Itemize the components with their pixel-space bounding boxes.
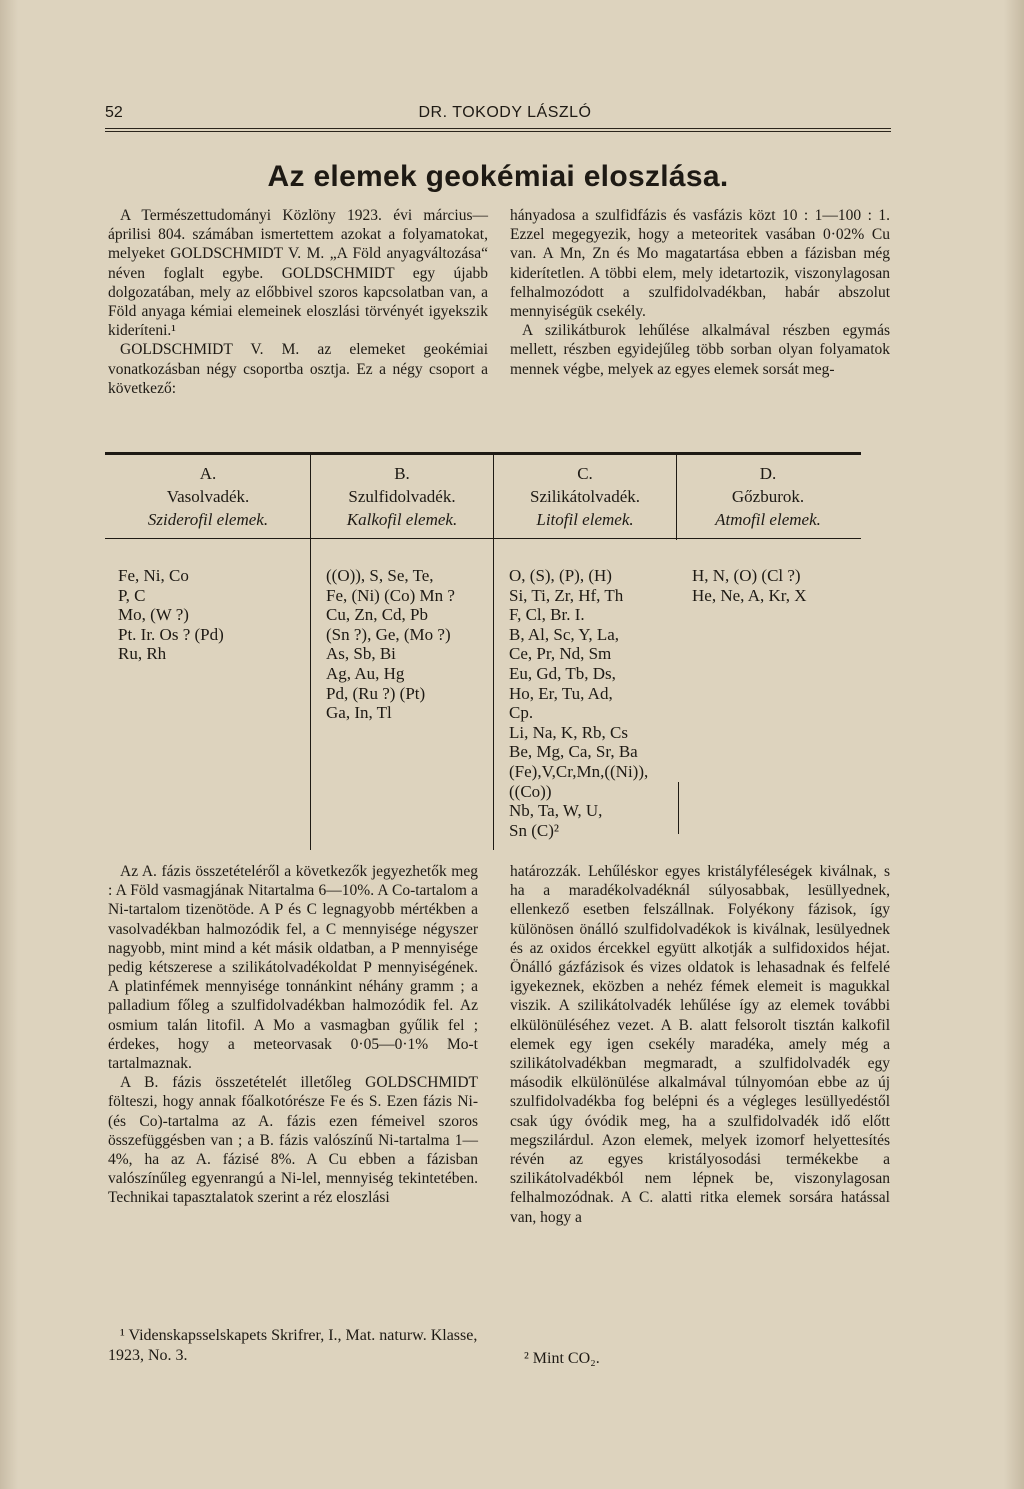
table-head-a [108, 462, 308, 531]
column-name: Gőzburok. [731, 487, 805, 506]
column-letter: C. [577, 464, 593, 483]
column-subtitle: Sziderofil elemek. [147, 510, 269, 529]
element-line: Si, Ti, Zr, Hf, Th [509, 585, 624, 605]
paragraph: Az A. fázis összetételéről a következők jegyezhetők meg : A Föld vasmagjának Nitartalma 6—10%. A Co-tartalom a Ni-tartalom tizenötöde. A P és C legnagyobb mértékben a vasolvadékban halmozódik fel, a C mennyisége négyszer nagyobb, mint mind a két másik oldatban, a P mennyisége pedig kétszerese a szilikátolvadékoldat P mennyiségének. A platinfémek mennyisége tonnánkint néhány gramm ; a palladium főleg a szulfidolvadékban halmozódik fel. Az osmium talán litofil. A Mo a vasmagban gyűlik fel ; érdekes, hogy a meteorvasak 0·05—0·1% Mo-t tartalmaznak. [108, 863, 478, 1073]
element-line: Pd, (Ru ?) (Pt) [326, 683, 426, 703]
element-line: O, (S), (P), (H) [509, 566, 612, 585]
element-line: Li, Na, K, Rb, Cs [509, 722, 628, 742]
column-subtitle: Litofil elemek. [536, 510, 634, 529]
element-line: (Fe),V,Cr,Mn,((Ni)), [509, 761, 649, 781]
element-line: ((Co)) [509, 781, 552, 801]
element-line: P, C [118, 585, 146, 605]
element-line: ((O)), S, Se, Te, [326, 566, 434, 585]
paragraph: hányadosa a szulfidfázis és vasfázis közt 10 : 1—100 : 1. Ezzel megegyezik, hogy a meteoritek vasában 0·02% Cu van. A Mn, Zn és Mo magatartása ebben a fázisban még kiderítetlen. A többi elem, mely idetartozik, viszonylagosan felhalmozódott a szulfidolvadékban, habár abszolut mennyiségük csekély. [510, 207, 890, 321]
article-title: Az elemek geokémiai eloszlása. [267, 160, 729, 193]
intro-right-column [510, 206, 890, 379]
element-line: Fe, Ni, Co [118, 566, 189, 585]
column-divider [678, 782, 679, 834]
table-head-b [312, 462, 492, 531]
intro-left-column [108, 206, 488, 398]
element-line: Fe, (Ni) (Co) Mn ? [326, 585, 455, 605]
page-number: 52 [105, 104, 123, 121]
column-subtitle: Kalkofil elemek. [346, 510, 458, 529]
paragraph: GOLDSCHMIDT V. M. az elemeket geokémiai vonatkozásban négy csoportba osztja. Ez a négy csoport a következő: [108, 341, 488, 397]
column-name: Szulfidolvadék. [348, 487, 456, 506]
column-subtitle: Atmofil elemek. [715, 510, 821, 529]
paragraph: A B. fázis összetételét illetőleg GOLDSCHMIDT fölteszi, hogy annak főalkotórésze Fe és S. Ezen fázis Ni- (és Co)-tartalma az A. fázis ezen fémeivel szoros összefüggésben van ; a B. fázis valószínű Ni-tartalma 1—4%, ha az A. fázisé 8%. A Cu ebben a fázisban valószínűleg egyenrangú a Ni-lel, mennyiség tekintetében. Technikai tapasztalatok szerint a réz eloszlási [108, 1074, 478, 1207]
element-line: Mo, (W ?) [118, 605, 189, 625]
column-letter: A. [199, 464, 217, 483]
element-line: Be, Mg, Ca, Sr, Ba [509, 742, 638, 762]
element-line: Ho, Er, Tu, Ad, [509, 683, 613, 703]
element-line: Cp. [509, 703, 534, 723]
header-rule-double [105, 131, 891, 132]
column-divider [310, 455, 311, 850]
table-head-c [495, 462, 675, 531]
element-line: Cu, Zn, Cd, Pb [326, 605, 429, 625]
element-line: Nb, Ta, W, U, [509, 801, 603, 821]
table-cell-b [326, 566, 455, 723]
table-head-d [678, 462, 858, 531]
element-line: Ag, Au, Hg [326, 663, 405, 683]
element-line: H, N, (O) (Cl ?) [692, 566, 801, 585]
footnote-2: ² Mint CO₂. [524, 1350, 600, 1367]
table-top-rule [105, 452, 861, 455]
table-header-rule [105, 538, 861, 539]
column-divider [493, 455, 494, 850]
running-title: DR. TOKODY LÁSZLÓ [418, 104, 592, 121]
column-name: Szilikátolvadék. [529, 487, 640, 506]
table-cell-d [692, 566, 807, 605]
element-line: Ga, In, Tl [326, 703, 392, 723]
column-letter: B. [394, 464, 410, 483]
running-header [105, 104, 891, 130]
element-line: Eu, Gd, Tb, Ds, [509, 663, 616, 683]
element-line: F, Cl, Br. I. [509, 605, 585, 625]
element-line: Ru, Rh [118, 644, 167, 664]
element-line: (Sn ?), Ge, (Mo ?) [326, 624, 451, 644]
column-name: Vasolvadék. [166, 487, 250, 506]
paragraph: határozzák. Lehűléskor egyes kristályféleségek kiválnak, s ha a maradékolvadéknál súlyosabbak, lesüllyednek, ellenkező esetben felszállnak. Folyékony fázisok, így különösen önálló szulfidolvadékok is kiválnak, lesülyednek és az oxidos ércekkel együtt alkotják a sulfidoxidos héjat. Önálló gázfázisok és vizes oldatok is lehasadnak és felfelé igyekeznek, eközben a nehéz fémek elemeit is magukkal viszik. A szilikátolvadék lehűlése így az elemek további elkülönüléséhez vezet. A B. alatt felsorolt tisztán kalkofil elemek egy igen csekély maradéka, amely még a szilikátolvadékban megmaradt, a szulfidolvadék egy második elkülönülése alkalmával túlnyomóan ebbe az új szulfidolvadékba fog belépni és a végleges lesüllyedéstől csak úgy óvódik meg, ha a szulfidolvadék idő előtt megszilárdul. Azon elemek, melyek izomorf helyettesítés révén az egyes kristályosodási termékekbe a szilikátolvadékból nem lépnek be, viszonylagosan felhalmozódnak. A C. alatti ritka elemek sorsára hatással van, hogy a [510, 863, 890, 1226]
body-right-column [510, 862, 890, 1227]
header-rule [105, 128, 891, 129]
element-line: As, Sb, Bi [326, 644, 396, 664]
table-cell-a [118, 566, 224, 664]
element-line: Ce, Pr, Nd, Sm [509, 644, 612, 664]
element-line: He, Ne, A, Kr, X [692, 585, 807, 605]
paragraph: A Természettudományi Közlöny 1923. évi március—áprilisi 804. számában ismertettem azokat a folyamatokat, melyeket GOLDSCHMIDT V. M. „A Föld anyagváltozása“ néven foglalt egybe. GOLDSCHMIDT egy újabb dolgozatában, mely az előbbivel szoros kapcsolatban van, a Föld anyaga kémiai elemeinek eloszlási törvényét igyekszik kideríteni.¹ [108, 207, 488, 340]
footnote-1: ¹ Videnskapsselskapets Skrifrer, I., Mat. naturw. Klasse, 1923, No. 3. [108, 1327, 478, 1364]
table-cell-c [509, 566, 648, 840]
element-line: Pt. Ir. Os ? (Pd) [118, 624, 224, 644]
column-letter: D. [759, 464, 777, 483]
column-divider [676, 455, 677, 540]
element-line: B, Al, Sc, Y, La, [509, 624, 620, 644]
paragraph: A szilikátburok lehűlése alkalmával részben egymás mellett, részben egyidejűleg több sorban olyan folyamatok mennek végbe, melyek az egyes elemek sorsát meg- [510, 322, 890, 378]
body-left-column [108, 862, 478, 1208]
element-line: Sn (C)² [509, 820, 559, 840]
